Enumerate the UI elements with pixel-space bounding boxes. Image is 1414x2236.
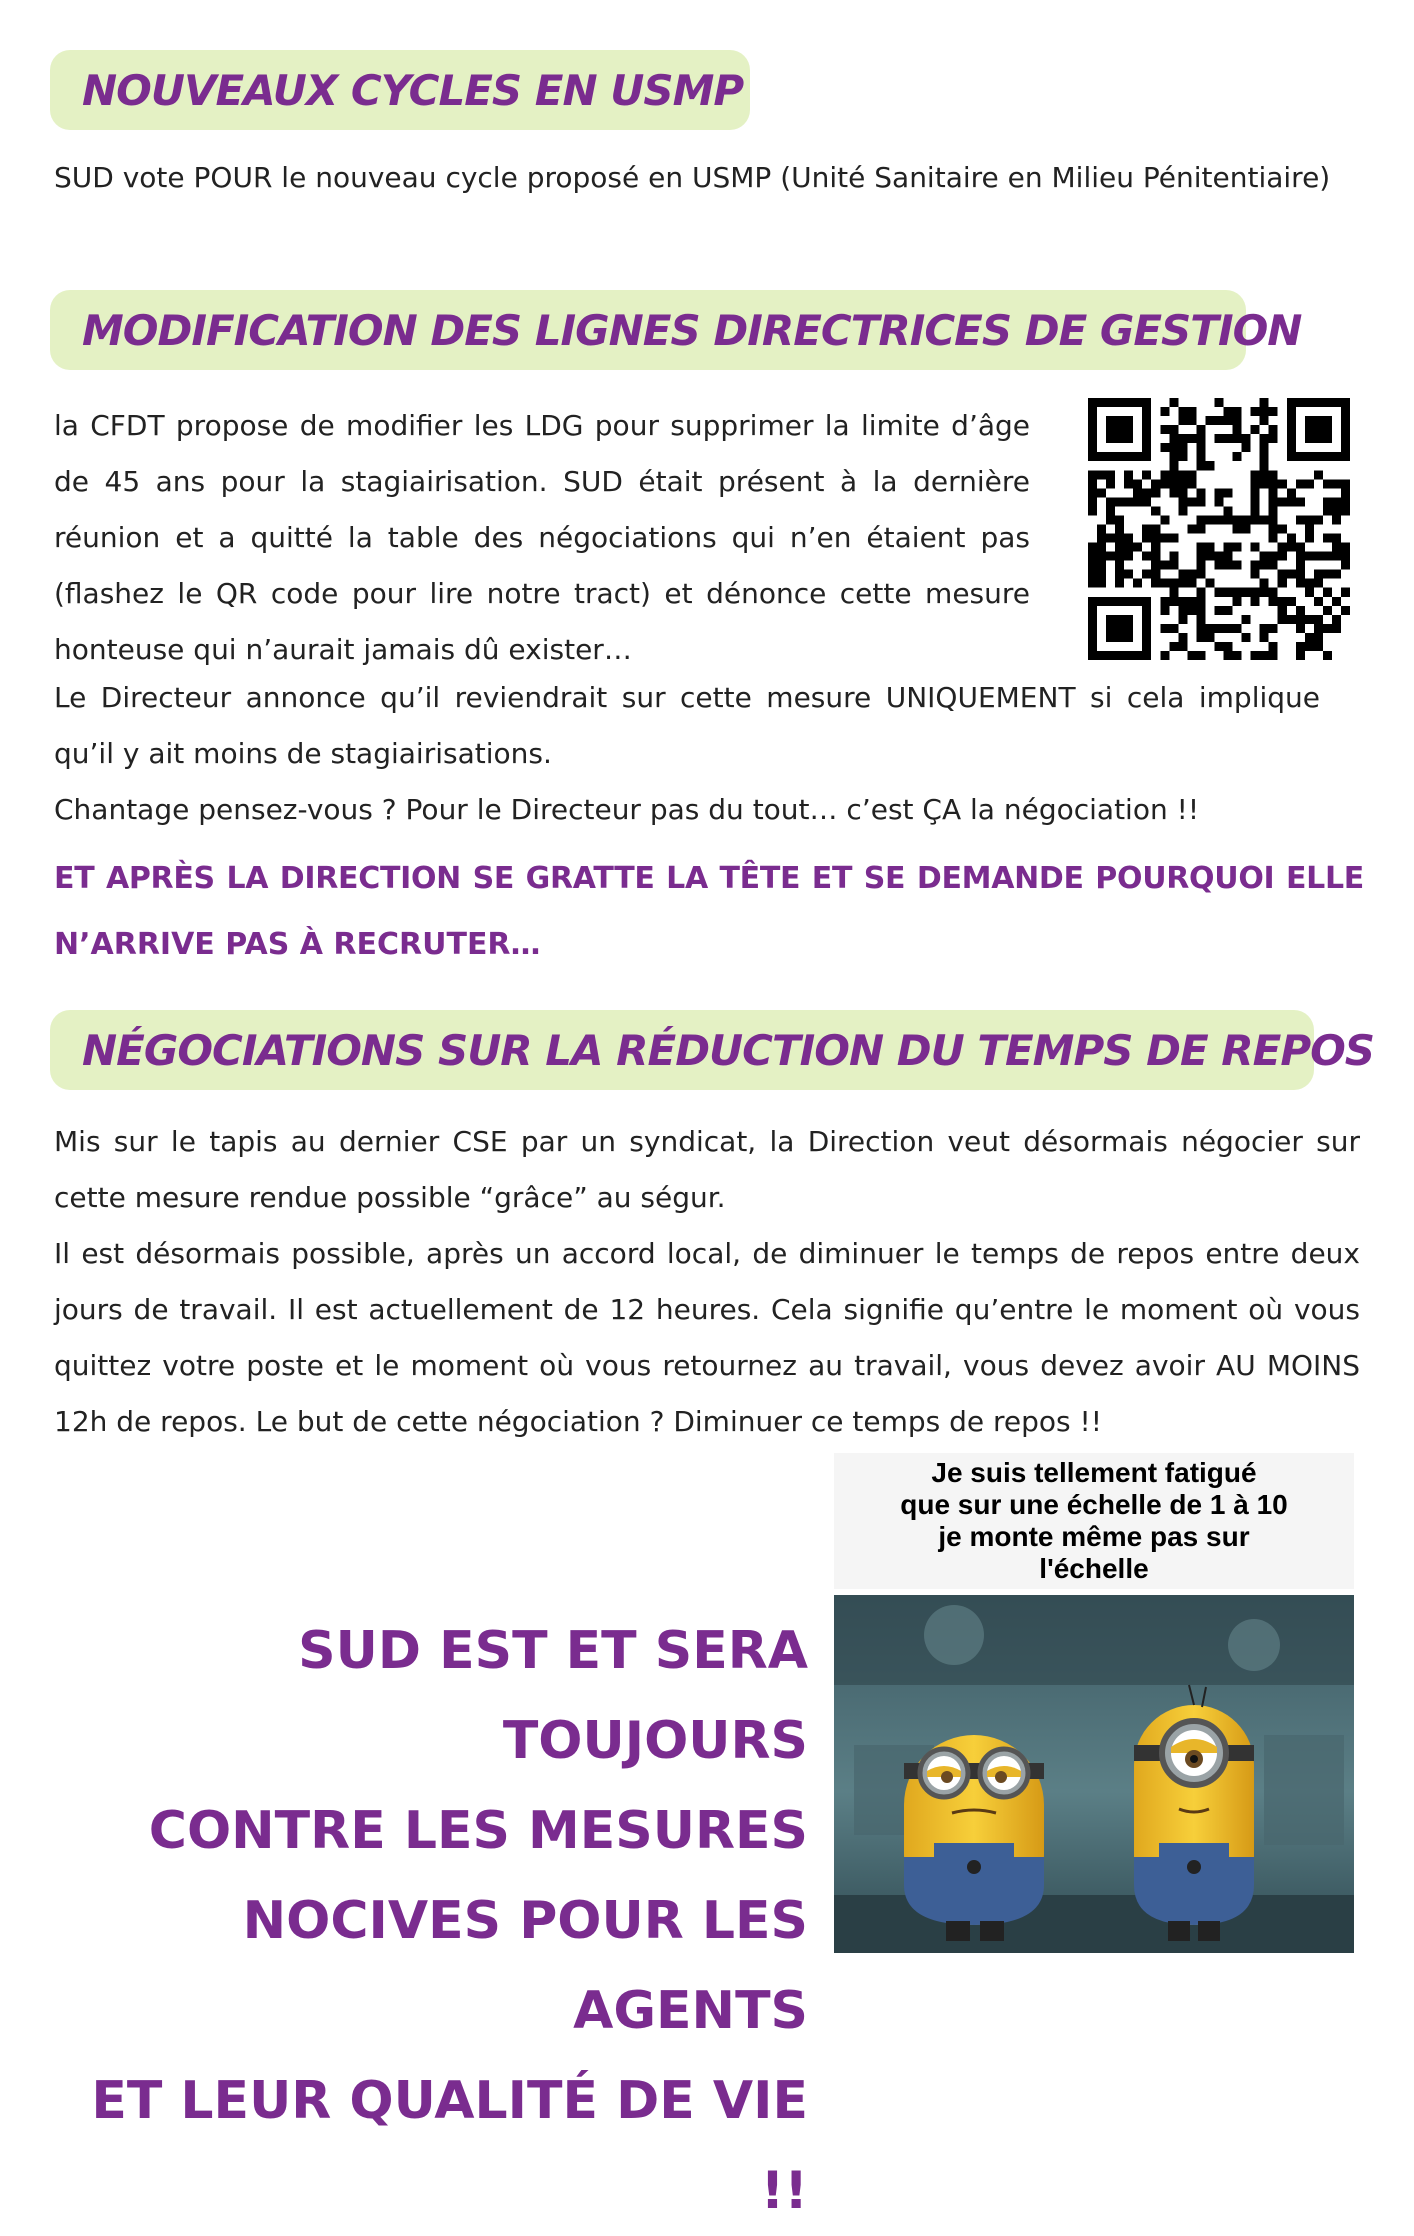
paragraph-usmp: SUD vote POUR le nouveau cycle proposé en USMP (Unité Sanitaire en Milieu Pénitentiaire) [54,161,1331,194]
paragraph-ldg-chantage: Chantage pensez-vous ? Pour le Directeur pas du tout… c’est ÇA la négociation !! [54,793,1200,826]
paragraph-ldg-directeur: Le Directeur annonce qu’il reviendrait sur cette mesure UNIQUEMENT si cela implique qu’il y ait moins de stagiairisations. [54,681,1320,770]
final-callout [54,1606,808,2236]
section-title-usmp: NOUVEAUX CYCLES EN USMP [50,50,750,130]
final-callout-line-4: ET LEUR QUALITÉ DE VIE !! [91,2071,808,2221]
minions-illustration [834,1595,1354,1953]
meme-caption-line-1: Je suis tellement fatigué [931,1457,1257,1488]
paragraph-repos-intro: Mis sur le tapis au dernier CSE par un syndicat, la Direction veut désormais négocier sur cette mesure rendue possible “grâce” au ségur. [54,1125,1360,1214]
callout-recruter-line-1: ET APRÈS LA DIRECTION SE GRATTE LA TÊTE ET SE DEMANDE POURQUOI ELLE [54,861,1364,896]
final-callout-line-1: SUD EST ET SERA TOUJOURS [298,1621,808,1771]
paragraph-repos-detail: Il est désormais possible, après un accord local, de diminuer le temps de repos entre deux jours de travail. Il est actuellement de 12 heures. Cela signifie qu’entre le moment où vous quittez votre poste et le moment où vous retournez au travail, vous devez avoir AU MOINS 12h de repos. Le but de cette négociation ? Diminuer ce temps de repos !! [54,1237,1360,1438]
qr-code-icon[interactable] [1088,398,1350,660]
callout-recruter-line-2: N’ARRIVE PAS À RECRUTER… [54,927,541,962]
section-title-repos: NÉGOCIATIONS SUR LA RÉDUCTION DU TEMPS DE REPOS [50,1010,1314,1090]
final-callout-line-3: NOCIVES POUR LES AGENTS [242,1891,808,2041]
paragraph-ldg-intro: la CFDT propose de modifier les LDG pour supprimer la limite d’âge de 45 ans pour la stagiairisation. SUD était présent à la dernière réunion et a quitté la table des négociations qui n’en étaient pas (flashez le QR code pour lire notre tract) et dénonce cette mesure honteuse qui n’aurait jamais dû exister… [54,409,1030,666]
meme-caption [834,1453,1354,1589]
final-callout-line-2: CONTRE LES MESURES [148,1801,808,1861]
section-title-ldg: MODIFICATION DES LIGNES DIRECTRICES DE GESTION [50,290,1246,370]
meme-caption-line-2: que sur une échelle de 1 à 10 [900,1489,1288,1520]
meme-image [834,1453,1354,1953]
meme-caption-line-3: je monte même pas sur [938,1521,1250,1552]
callout-recruter [54,846,1364,978]
meme-caption-line-4: l'échelle [1039,1553,1149,1584]
